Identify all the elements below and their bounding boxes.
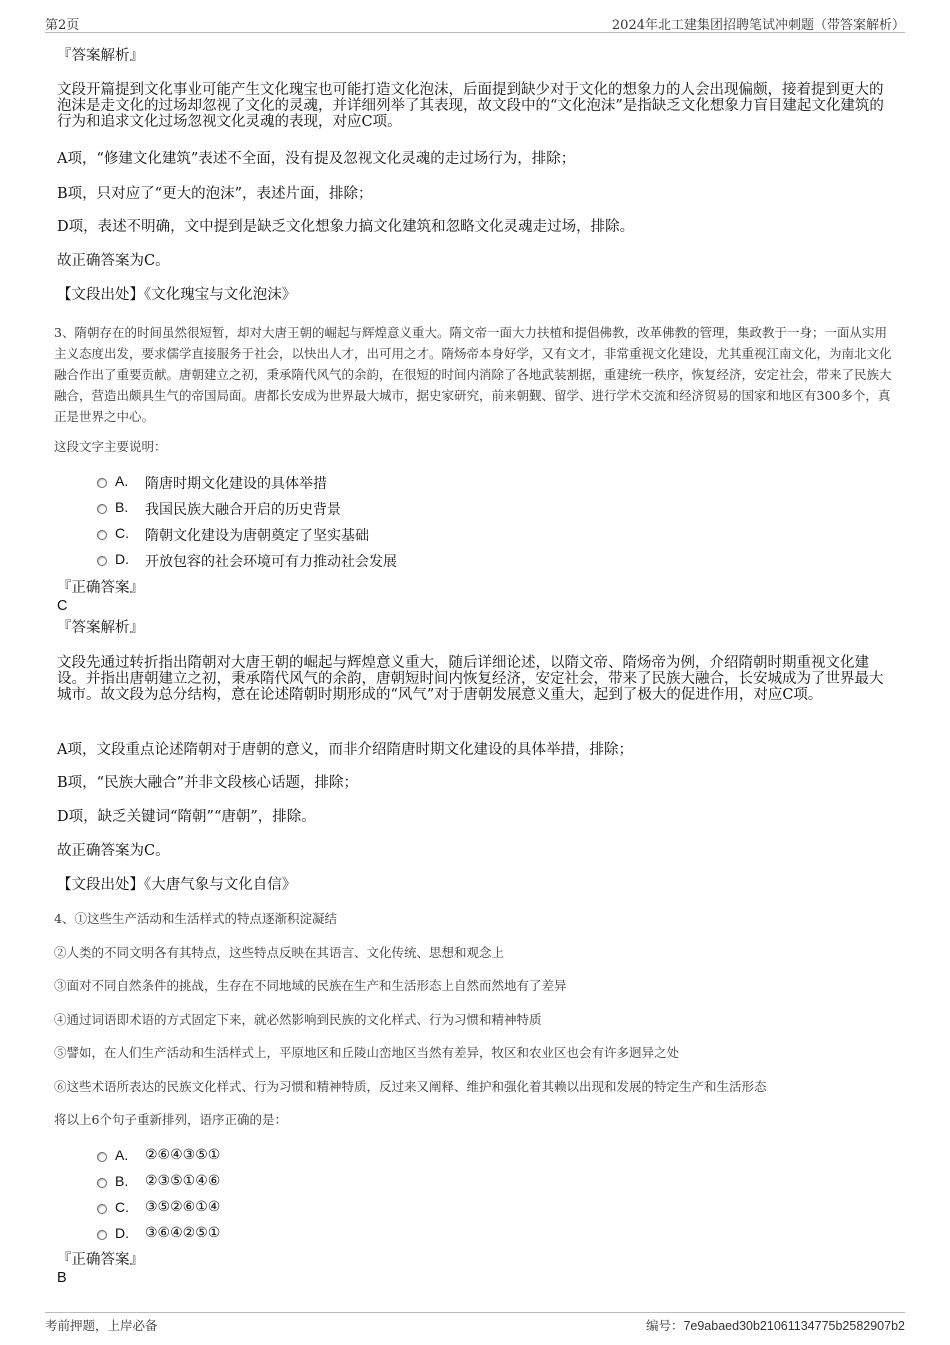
q3-note-a: A项，文段重点论述隋朝对于唐朝的意义，而非介绍隋唐时期文化建设的具体举措，排除； [57,742,633,758]
radio-icon[interactable] [97,1230,107,1240]
page-header [45,12,905,33]
q4-sentence-3: ③面对不同自然条件的挑战，生存在不同地域的民族在生产和生活形态上自然而然地有了差异 [54,978,567,993]
document-code: 编号：7e9abaed30b21061134775b2582907b2 [645,1318,905,1333]
radio-icon[interactable] [97,504,107,514]
q4-prompt: 将以上6个句子重新排列，语序正确的是： [54,1112,287,1127]
page-footer [45,1312,905,1333]
q3-conclusion: 故正确答案为C。 [57,843,170,859]
q4-sentence-5: ⑤譬如，在人们生产活动和生活样式上，平原地区和丘陵山峦地区当然有差异，牧区和农业区也会有许多迥异之处 [54,1045,680,1060]
radio-icon[interactable] [97,1178,107,1188]
q2-analysis-heading: 『答案解析』 [57,48,144,64]
radio-icon[interactable] [97,530,107,540]
q3-source: 【文段出处】《大唐气象与文化自信》 [57,877,297,893]
q3-answer: C [57,598,68,614]
q2-note-a: A项，“修建文化建筑”表述不全面，没有提及忽视文化灵魂的走过场行为，排除； [57,151,576,167]
radio-icon[interactable] [97,478,107,488]
q2-source: 【文段出处】《文化瑰宝与文化泡沫》 [57,287,297,303]
q4-answer-heading: 『正确答案』 [57,1252,144,1268]
q3-analysis-paragraph: 文段先通过转折指出隋朝对大唐王朝的崛起与辉煌意义重大，随后详细论述，以隋文帝、隋炀帝为例，介绍隋朝时期重视文化建设。并指出唐朝建立之初，秉承隋代风气的余韵，唐朝短时间内恢复经济，安定社会，带来了民族大融合，长安城成为了世界最大城市。故文段为总分结构，意在论述隋朝时期形成的“风气”对于唐朝发展意义重大，起到了极大的促进作用，对应C项。 [57,655,884,703]
q4-sentence-4: ④通过词语即术语的方式固定下来，就必然影响到民族的文化样式、行为习惯和精神特质 [54,1012,542,1027]
q2-analysis-paragraph: 文段开篇提到文化事业可能产生文化瑰宝也可能打造文化泡沫，后面提到缺少对于文化的想象力的人会出现偏颇，接着提到更大的泡沫是走文化的过场却忽视了文化的灵魂，并详细列举了其表现，故文段中的“文化泡沫”是指缺乏文化想象力盲目建起文化建筑的行为和追求文化过场忽视文化灵魂的表现，对应C项。 [57,82,884,130]
q3-prompt: 这段文字主要说明： [54,439,167,454]
q3-answer-heading: 『正确答案』 [57,580,144,596]
q3-note-b: B项，“民族大融合”并非文段核心话题，排除； [57,775,358,791]
radio-icon[interactable] [97,556,107,566]
q3-analysis-heading: 『答案解析』 [57,620,144,636]
q2-note-d: D项，表述不明确，文中提到是缺乏文化想象力搞文化建筑和忽略文化灵魂走过场，排除。 [57,219,635,235]
radio-icon[interactable] [97,1204,107,1214]
q2-conclusion: 故正确答案为C。 [57,253,170,269]
document-title: 2024年北工建集团招聘笔试冲刺题（带答案解析） [611,18,905,33]
q4-sentence-1: 4、①这些生产活动和生活样式的特点逐渐积淀凝结 [54,911,337,926]
q3-note-d: D项，缺乏关键词“隋朝”“唐朝”，排除。 [57,809,316,825]
q4-sentence-2: ②人类的不同文明各有其特点，这些特点反映在其语言、文化传统、思想和观念上 [54,945,505,960]
page-number: 第2页 [45,18,80,33]
q4-sentence-6: ⑥这些术语所表达的民族文化样式、行为习惯和精神特质，反过来又阐释、维护和强化着其赖以出现和发展的特定生产和生活形态 [54,1079,767,1094]
q3-stem: 3、隋朝存在的时间虽然很短暂，却对大唐王朝的崛起与辉煌意义重大。隋文帝一面大力扶植和提倡佛教，改革佛教的管理，集政教于一身；一面从实用主义态度出发，要求儒学直接服务于社会，以快出人才，出可用之才。隋炀帝本身好学，又有文才，非常重视文化建设，尤其重视江南文化，为南北文化融合作出了重要贡献。唐朝建立之初，秉承隋代风气的余韵，在很短的时间内消除了各地武装割据，重建统一秩序，恢复经济，安定社会，带来了民族大融合，营造出颇具生气的帝国局面。唐都长安成为世界最大城市，据史家研究，前来朝觐、留学、进行学术交流和经济贸易的国家和地区有300多个，真正是世界之中心。 [54,325,892,424]
q2-note-b: B项，只对应了“更大的泡沫”，表述片面，排除； [57,186,373,202]
radio-icon[interactable] [97,1152,107,1162]
footer-slogan: 考前押题，上岸必备 [45,1318,158,1333]
q4-answer: B [57,1270,67,1286]
